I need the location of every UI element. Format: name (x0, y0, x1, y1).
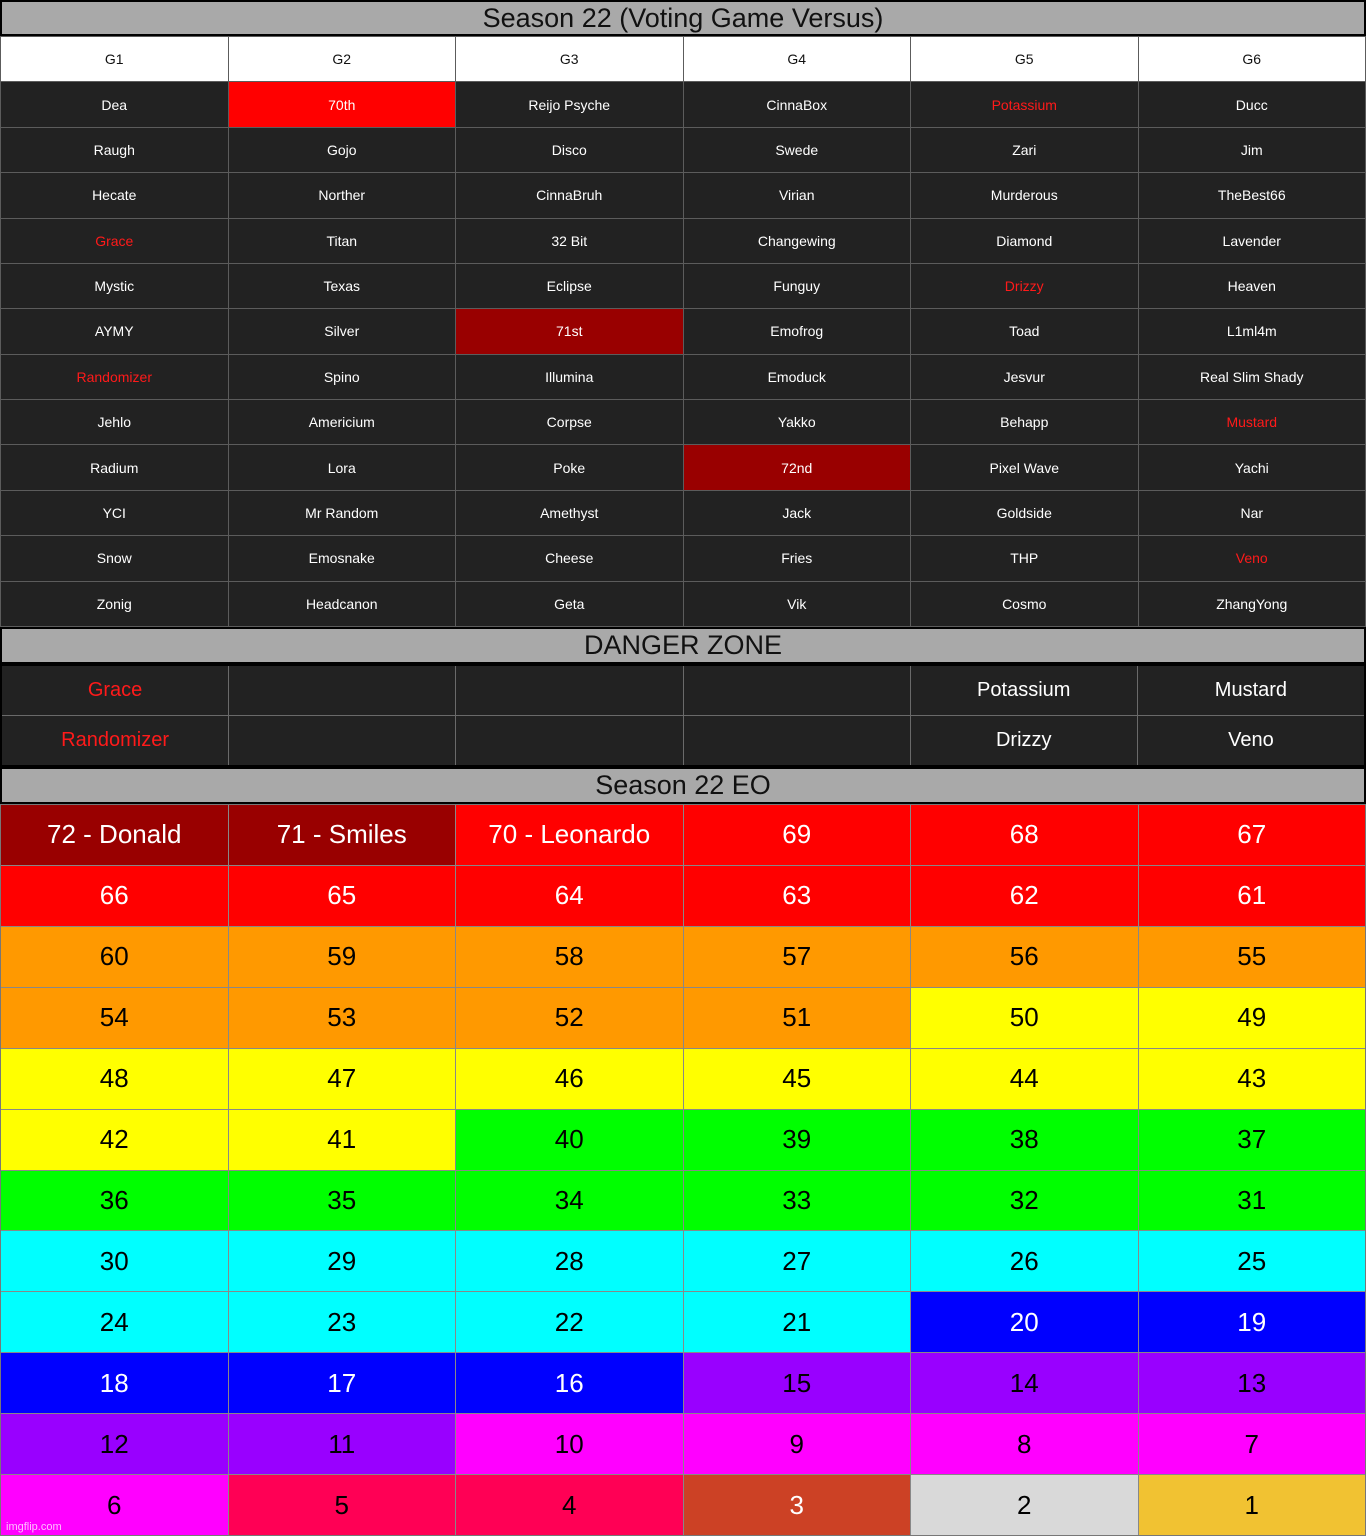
watermark: imgflip.com (6, 1521, 62, 1533)
contestant-cell: TheBest66 (1139, 173, 1366, 217)
placement-cell: 37 (1139, 1110, 1366, 1170)
contestant-cell: Emofrog (684, 309, 911, 353)
contestant-cell: Yakko (684, 400, 911, 444)
placement-cell: 41 (229, 1110, 456, 1170)
placement-cell: 65 (229, 866, 456, 926)
contestant-cell: Mystic (1, 264, 228, 308)
contestant-cell: YCI (1, 491, 228, 535)
placement-cell: 2 (911, 1475, 1138, 1535)
placement-cell: 46 (456, 1049, 683, 1109)
placement-cell: 45 (684, 1049, 911, 1109)
placement-cell: 47 (229, 1049, 456, 1109)
placement-cell: 61 (1139, 866, 1366, 926)
placement-cell: 33 (684, 1171, 911, 1231)
danger-zone-table (0, 664, 1366, 767)
contestant-cell: Dea (1, 82, 228, 126)
contestant-cell: L1ml4m (1139, 309, 1366, 353)
contestant-cell: Nar (1139, 491, 1366, 535)
placement-cell: 66 (1, 866, 228, 926)
placement-cell: 42 (1, 1110, 228, 1170)
contestant-cell: Americium (229, 400, 456, 444)
contestant-cell: Radium (1, 445, 228, 489)
placement-cell: 38 (911, 1110, 1138, 1170)
placement-cell: 10 (456, 1414, 683, 1474)
placement-cell: 69 (684, 805, 911, 865)
contestant-cell: Jesvur (911, 355, 1138, 399)
contestant-cell: Heaven (1139, 264, 1366, 308)
placement-cell: 18 (1, 1353, 228, 1413)
contestant-cell: Drizzy (911, 264, 1138, 308)
placement-cell: 53 (229, 988, 456, 1048)
contestant-cell: Toad (911, 309, 1138, 353)
danger-zone-cell (684, 666, 910, 715)
placement-cell: 19 (1139, 1292, 1366, 1352)
placement-cell: 49 (1139, 988, 1366, 1048)
contestant-cell: Emosnake (229, 536, 456, 580)
placement-cell: 70 - Leonardo (456, 805, 683, 865)
placement-cell: 7 (1139, 1414, 1366, 1474)
danger-zone-cell (456, 666, 682, 715)
contestant-cell: 70th (229, 82, 456, 126)
contestant-cell: CinnaBox (684, 82, 911, 126)
placement-cell: 52 (456, 988, 683, 1048)
contestant-cell: Raugh (1, 128, 228, 172)
placement-cell: 35 (229, 1171, 456, 1231)
placement-cell: 63 (684, 866, 911, 926)
contestant-cell: 32 Bit (456, 219, 683, 263)
placement-cell: 11 (229, 1414, 456, 1474)
danger-zone-cell: Grace (2, 666, 228, 715)
contestant-cell: Amethyst (456, 491, 683, 535)
placement-cell: 24 (1, 1292, 228, 1352)
contestant-cell: Gojo (229, 128, 456, 172)
contestant-cell: Veno (1139, 536, 1366, 580)
placement-cell: 22 (456, 1292, 683, 1352)
placement-cell: 29 (229, 1231, 456, 1291)
contestant-cell: Silver (229, 309, 456, 353)
placement-cell: 39 (684, 1110, 911, 1170)
danger-zone-cell: Potassium (911, 666, 1137, 715)
danger-zone-cell (456, 716, 682, 765)
placement-cell: 16 (456, 1353, 683, 1413)
placement-cell: 50 (911, 988, 1138, 1048)
danger-zone-cell: Randomizer (2, 716, 228, 765)
danger-zone-cell (229, 716, 455, 765)
placement-cell: 55 (1139, 927, 1366, 987)
contestant-cell: Zari (911, 128, 1138, 172)
placement-cell: 32 (911, 1171, 1138, 1231)
contestant-cell: Mr Random (229, 491, 456, 535)
placement-cell: 71 - Smiles (229, 805, 456, 865)
contestant-cell: Hecate (1, 173, 228, 217)
placement-cell: 25 (1139, 1231, 1366, 1291)
danger-zone-cell: Mustard (1138, 666, 1364, 715)
contestant-cell: 71st (456, 309, 683, 353)
contestant-cell: Mustard (1139, 400, 1366, 444)
contestant-cell: Jehlo (1, 400, 228, 444)
placement-cell: 72 - Donald (1, 805, 228, 865)
placement-cell: 1 (1139, 1475, 1366, 1535)
danger-zone-cell: Veno (1138, 716, 1364, 765)
contestant-cell: THP (911, 536, 1138, 580)
main-title-banner (0, 0, 1366, 36)
contestant-cell: Headcanon (229, 582, 456, 626)
danger-zone-cell (684, 716, 910, 765)
placement-cell: 23 (229, 1292, 456, 1352)
placement-cell: 44 (911, 1049, 1138, 1109)
placement-cell: 26 (911, 1231, 1138, 1291)
danger-zone-cell: Drizzy (911, 716, 1137, 765)
placement-cell: 40 (456, 1110, 683, 1170)
eo-table (0, 804, 1366, 1536)
contestant-cell: Diamond (911, 219, 1138, 263)
contestant-cell: Spino (229, 355, 456, 399)
placement-cell: 60 (1, 927, 228, 987)
contestant-cell: AYMY (1, 309, 228, 353)
contestant-cell: Snow (1, 536, 228, 580)
placement-cell: 59 (229, 927, 456, 987)
contestant-cell: Real Slim Shady (1139, 355, 1366, 399)
contestant-cell: Yachi (1139, 445, 1366, 489)
contestant-cell: Grace (1, 219, 228, 263)
placement-cell: 68 (911, 805, 1138, 865)
contestant-cell: Emoduck (684, 355, 911, 399)
placement-cell: 3 (684, 1475, 911, 1535)
contestant-cell: Geta (456, 582, 683, 626)
contestant-cell: CinnaBruh (456, 173, 683, 217)
contestant-cell: Cosmo (911, 582, 1138, 626)
column-header: G3 (456, 37, 683, 81)
placement-cell: 67 (1139, 805, 1366, 865)
contestant-cell: Lora (229, 445, 456, 489)
contestant-cell: Titan (229, 219, 456, 263)
column-header: G5 (911, 37, 1138, 81)
placement-cell: 62 (911, 866, 1138, 926)
placement-cell: 12 (1, 1414, 228, 1474)
contestant-cell: Texas (229, 264, 456, 308)
danger-zone-banner (0, 627, 1366, 664)
danger-zone-cell (229, 666, 455, 715)
contestant-cell: Jack (684, 491, 911, 535)
contestant-cell: ZhangYong (1139, 582, 1366, 626)
contestant-cell: Pixel Wave (911, 445, 1138, 489)
contestant-cell: Behapp (911, 400, 1138, 444)
contestant-cell: Zonig (1, 582, 228, 626)
eo-banner (0, 767, 1366, 804)
placement-cell: 15 (684, 1353, 911, 1413)
contestant-cell: Fries (684, 536, 911, 580)
placement-cell: 6 (1, 1475, 228, 1535)
contestant-cell: Norther (229, 173, 456, 217)
placement-cell: 57 (684, 927, 911, 987)
column-header: G2 (229, 37, 456, 81)
contestant-cell: Funguy (684, 264, 911, 308)
contestant-cell: Lavender (1139, 219, 1366, 263)
placement-cell: 34 (456, 1171, 683, 1231)
column-header: G4 (684, 37, 911, 81)
placement-cell: 21 (684, 1292, 911, 1352)
contestant-cell: 72nd (684, 445, 911, 489)
column-header: G1 (1, 37, 228, 81)
placement-cell: 64 (456, 866, 683, 926)
placement-cell: 28 (456, 1231, 683, 1291)
eo-title: Season 22 EO (2, 769, 1364, 802)
contestant-cell: Swede (684, 128, 911, 172)
placement-cell: 13 (1139, 1353, 1366, 1413)
main-table (0, 36, 1366, 627)
contestant-cell: Randomizer (1, 355, 228, 399)
main-title: Season 22 (Voting Game Versus) (2, 2, 1364, 34)
contestant-cell: Vik (684, 582, 911, 626)
placement-cell: 4 (456, 1475, 683, 1535)
placement-cell: 51 (684, 988, 911, 1048)
contestant-cell: Eclipse (456, 264, 683, 308)
contestant-cell: Potassium (911, 82, 1138, 126)
contestant-cell: Jim (1139, 128, 1366, 172)
placement-cell: 27 (684, 1231, 911, 1291)
column-header: G6 (1139, 37, 1366, 81)
placement-cell: 31 (1139, 1171, 1366, 1231)
contestant-cell: Illumina (456, 355, 683, 399)
placement-cell: 9 (684, 1414, 911, 1474)
placement-cell: 20 (911, 1292, 1138, 1352)
contestant-cell: Changewing (684, 219, 911, 263)
placement-cell: 14 (911, 1353, 1138, 1413)
placement-cell: 30 (1, 1231, 228, 1291)
contestant-cell: Reijo Psyche (456, 82, 683, 126)
contestant-cell: Disco (456, 128, 683, 172)
contestant-cell: Corpse (456, 400, 683, 444)
placement-cell: 54 (1, 988, 228, 1048)
contestant-cell: Goldside (911, 491, 1138, 535)
contestant-cell: Poke (456, 445, 683, 489)
contestant-cell: Virian (684, 173, 911, 217)
placement-cell: 17 (229, 1353, 456, 1413)
placement-cell: 43 (1139, 1049, 1366, 1109)
contestant-cell: Cheese (456, 536, 683, 580)
placement-cell: 56 (911, 927, 1138, 987)
placement-cell: 58 (456, 927, 683, 987)
placement-cell: 8 (911, 1414, 1138, 1474)
contestant-cell: Murderous (911, 173, 1138, 217)
placement-cell: 5 (229, 1475, 456, 1535)
danger-zone-title: DANGER ZONE (2, 629, 1364, 662)
placement-cell: 36 (1, 1171, 228, 1231)
contestant-cell: Ducc (1139, 82, 1366, 126)
placement-cell: 48 (1, 1049, 228, 1109)
